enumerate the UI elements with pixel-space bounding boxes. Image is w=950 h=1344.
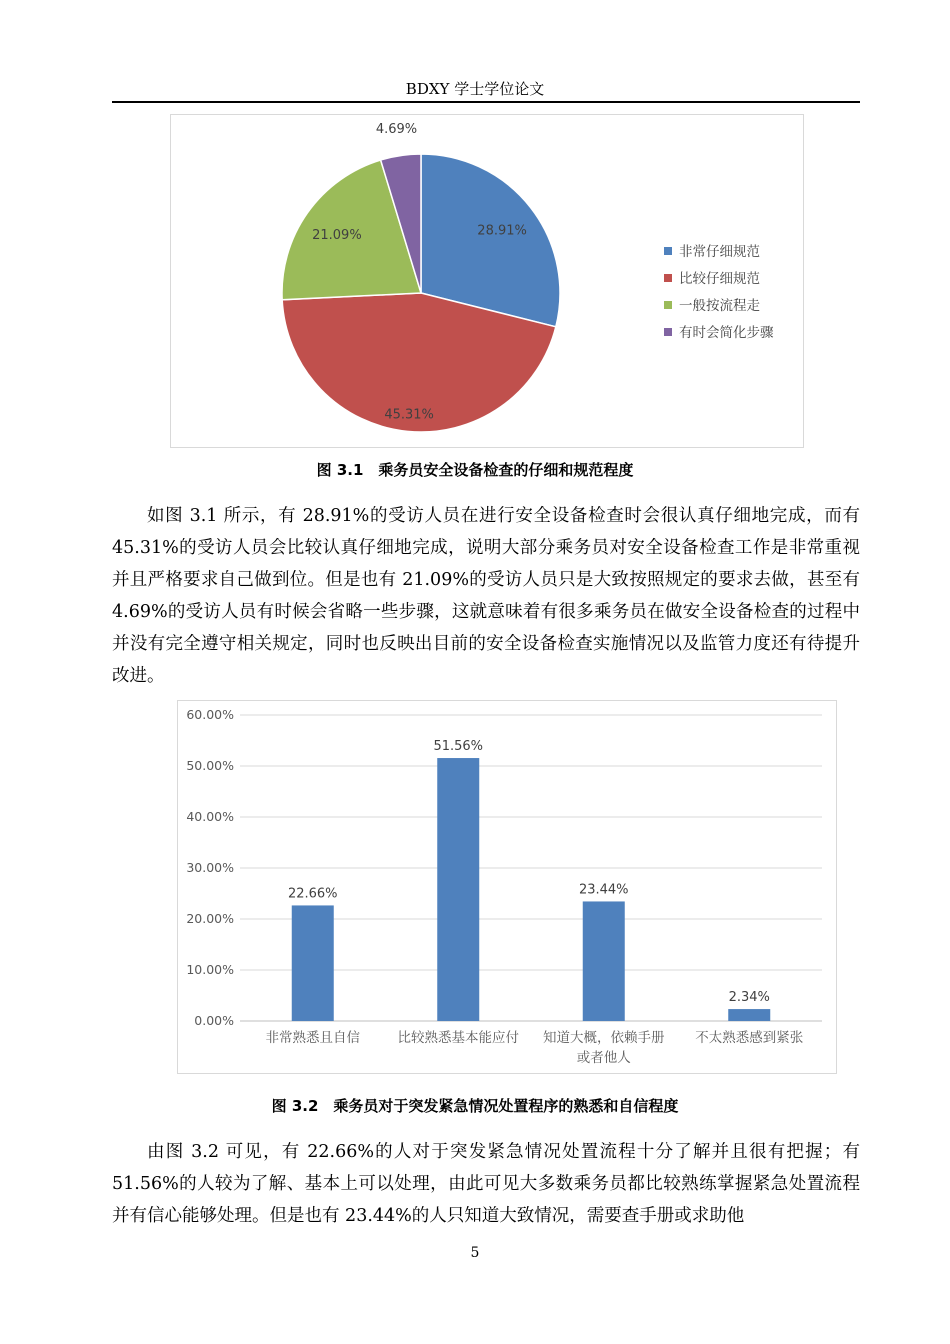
bar-4	[728, 1009, 770, 1021]
y-tick-label: 10.00%	[186, 962, 234, 977]
page-number: 5	[470, 1245, 480, 1261]
pie-data-label-2: 45.31%	[384, 407, 434, 423]
legend-label-1: 非常仔细规范	[679, 244, 760, 260]
legend-swatch-2	[664, 274, 672, 282]
pie-data-label-3: 21.09%	[312, 227, 362, 243]
x-category-label: 知道大概，依赖手册	[543, 1030, 665, 1046]
header-rule	[112, 101, 860, 103]
body-paragraph-2: 由图 3.2 可见，有 22.66%的人对于突发紧急情况处置流程十分了解并且很有把握；有 51.56%的人较为了解、基本上可以处理，由此可见大多数乘务员都比较熟练掌握紧急处置流程并有信心能够处理。但是也有 23.44%的人只知道大致情况，需要查手册或求助他	[112, 1142, 860, 1226]
bar-chart	[177, 700, 837, 1074]
bar-data-label-4: 2.34%	[728, 990, 770, 1006]
x-category-label: 比较熟悉基本能应付	[397, 1030, 519, 1046]
y-tick-label: 40.00%	[186, 809, 234, 824]
pie-chart-svg	[171, 115, 803, 447]
legend-swatch-3	[664, 301, 672, 309]
y-tick-label: 20.00%	[186, 911, 234, 926]
bar-data-label-1: 22.66%	[287, 886, 338, 902]
figure1-caption: 图 3.1 乘务员安全设备检查的仔细和规范程度	[316, 461, 634, 479]
x-category-label: 或者他人	[576, 1050, 631, 1066]
legend-label-3: 一般按流程走	[679, 298, 760, 314]
bar-data-label-2: 51.56%	[433, 739, 484, 755]
y-tick-label: 0.00%	[194, 1013, 234, 1028]
y-tick-label: 50.00%	[186, 758, 234, 773]
legend-swatch-4	[664, 328, 672, 336]
legend-label-2: 比较仔细规范	[679, 271, 760, 287]
pie-data-label-1: 28.91%	[477, 223, 527, 239]
y-tick-label: 60.00%	[186, 707, 234, 722]
bar-2	[437, 758, 479, 1021]
legend-label-4: 有时会简化步骤	[679, 325, 774, 341]
bar-1	[292, 905, 334, 1021]
y-tick-label: 30.00%	[186, 860, 234, 875]
bar-chart-svg	[178, 701, 836, 1073]
bar-data-label-3: 23.44%	[578, 882, 629, 898]
x-category-label: 不太熟悉感到紧张	[695, 1030, 804, 1046]
pie-chart	[170, 114, 804, 448]
figure2-caption: 图 3.2 乘务员对于突发紧急情况处置程序的熟悉和自信程度	[271, 1097, 679, 1115]
legend-swatch-1	[664, 247, 672, 255]
pie-data-label-4: 4.69%	[375, 122, 418, 138]
x-category-label: 非常熟悉且自信	[265, 1030, 360, 1046]
body-paragraph-1: 如图 3.1 所示，有 28.91%的受访人员在进行安全设备检查时会很认真仔细地完成，而有 45.31%的受访人员会比较认真仔细地完成，说明大部分乘务员对安全设备检查工作是非常重视并且严格要求自己做到位。但是也有 21.09%的受访人员只是大致按照规定的要求去做，甚至有 4.69%的受访人员有时候会省略一些步骤，这就意味着有很多乘务员在做安全设备检查的过程中并没有完全遵守相关规定，同时也反映出目前的安全设备检查实施情况以及监管力度还有待提升改进。	[112, 506, 860, 686]
page-header: BDXY 学士学位论文	[405, 80, 545, 98]
bar-3	[583, 901, 625, 1021]
